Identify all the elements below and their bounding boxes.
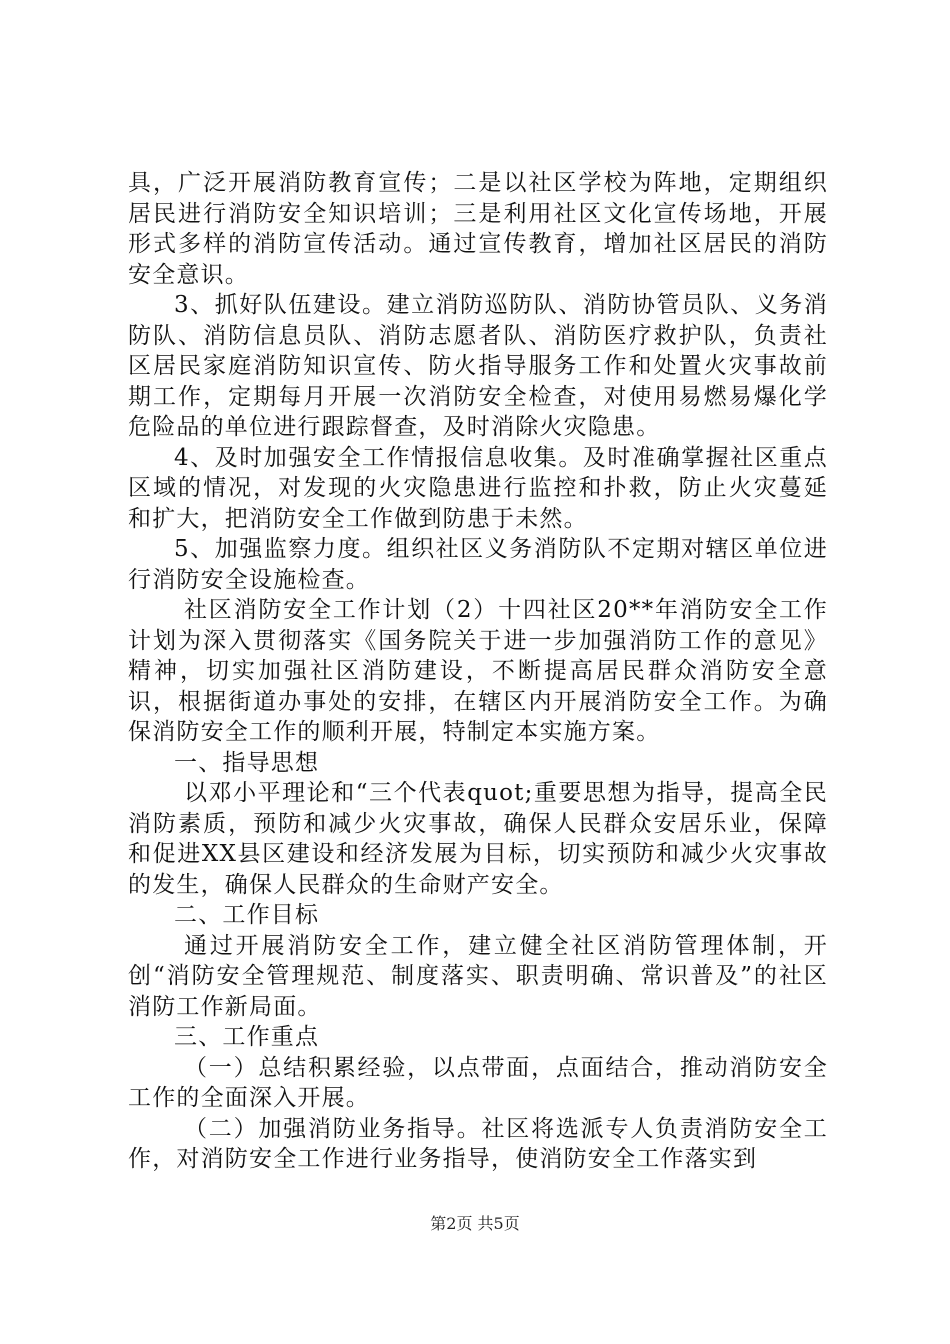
heading-work-focus: 三、工作重点	[174, 1024, 320, 1050]
document-body	[128, 168, 828, 1175]
paragraph-guiding-ideology: 以邓小平理论和“三个代表quot;重要思想为指导，提高全民消防素质，预防和减少火灾事故，确保人民群众安居乐业，保障和促进XX县区建设和经济发展为目标，切实预防和减少火灾事故的发生，确保人民群众的生命财产安全。	[128, 780, 828, 898]
paragraph-work-goals: 通过开展消防安全工作，建立健全社区消防管理体制，开创“消防安全管理规范、制度落实、职责明确、常识普及”的社区消防工作新局面。	[128, 932, 828, 1020]
paragraph-focus-two: （二）加强消防业务指导。社区将选派专人负责消防安全工作，对消防安全工作进行业务指导，使消防安全工作落实到	[128, 1115, 828, 1172]
page-number-footer: 第2页 共5页	[430, 1214, 520, 1233]
heading-guiding-ideology: 一、指导思想	[174, 749, 320, 776]
paragraph-intelligence: 4、及时加强安全工作情报信息收集。及时准确掌握社区重点区域的情况，对发现的火灾隐患进行监控和扑救，防止火灾蔓延和扩大，把消防安全工作做到防患于未然。	[128, 444, 828, 532]
paragraph-plan-intro: 社区消防安全工作计划（2）十四社区20**年消防安全工作计划为深入贯彻落实《国务院关于进一步加强消防工作的意见》精神，切实加强社区消防建设，不断提高居民群众消防安全意识，根据街道办事处的安排，在辖区内开展消防安全工作。为确保消防安全工作的顺利开展，特制定本实施方案。	[128, 597, 828, 745]
paragraph-supervision: 5、加强监察力度。组织社区义务消防队不定期对辖区单位进行消防安全设施检查。	[128, 536, 828, 593]
paragraph-focus-one: （一）总结积累经验，以点带面，点面结合，推动消防安全工作的全面深入开展。	[128, 1054, 828, 1111]
paragraph-team-building: 3、抓好队伍建设。建立消防巡防队、消防协管员队、义务消防队、消防信息员队、消防志愿者队、消防医疗救护队，负责社区居民家庭消防知识宣传、防火指导服务工作和处置火灾事故前期工作，定期每月开展一次消防安全检查，对使用易燃易爆化学危险品的单位进行跟踪督查，及时消除火灾隐患。	[128, 292, 828, 440]
paragraph-publicity: 具，广泛开展消防教育宣传；二是以社区学校为阵地，定期组织居民进行消防安全知识培训；三是利用社区文化宣传场地，开展形式多样的消防宣传活动。通过宣传教育，增加社区居民的消防安全意识。	[128, 170, 828, 288]
heading-work-goals: 二、工作目标	[174, 902, 320, 928]
